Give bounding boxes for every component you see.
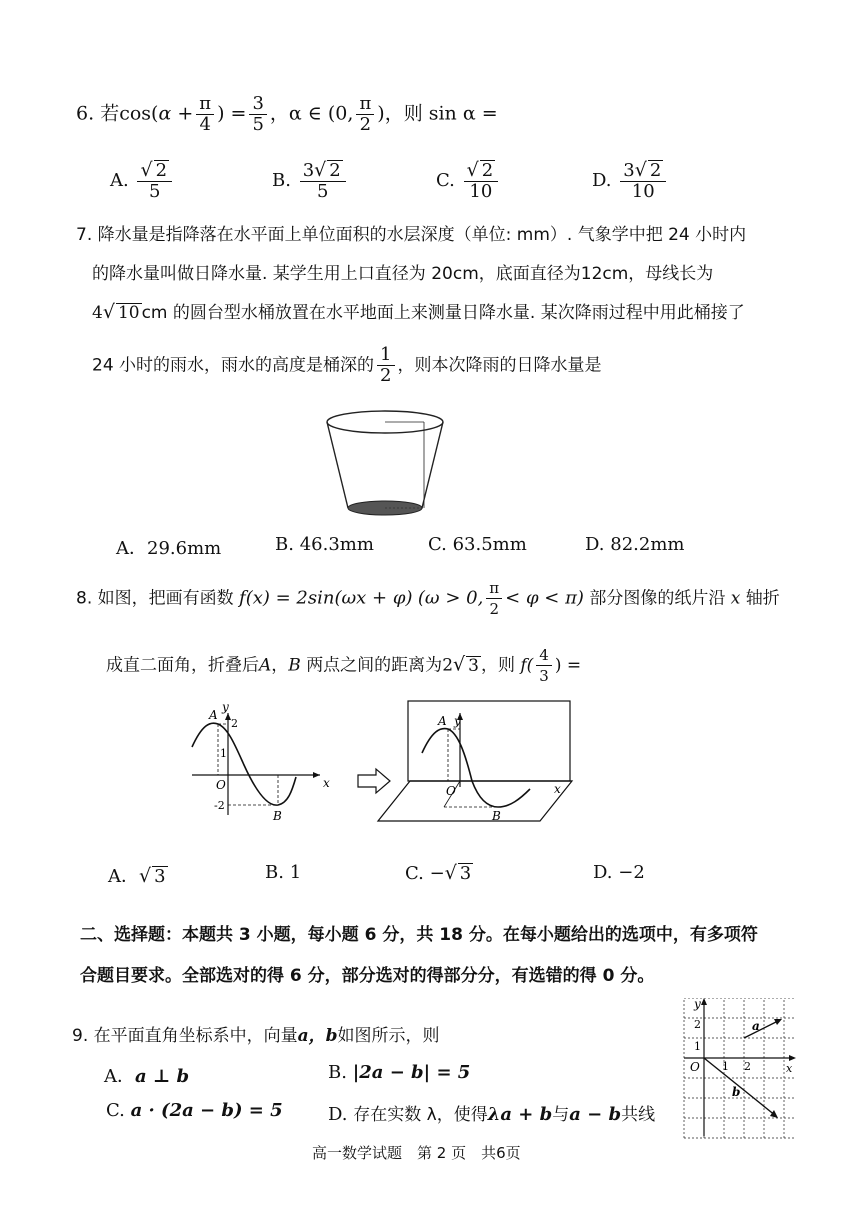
q8-figure: [180, 695, 580, 825]
svg-text:b: b: [732, 1085, 741, 1099]
q7-option-b[interactable]: B. 46.3mm: [275, 534, 374, 555]
svg-text:a: a: [752, 1019, 760, 1033]
svg-text:B: B: [492, 809, 501, 823]
vector-a: [744, 1020, 780, 1038]
bucket-figure: [320, 408, 450, 520]
svg-text:x: x: [786, 1062, 793, 1075]
svg-text:y: y: [454, 714, 461, 728]
q8-sine-curve-folded-lower: [472, 781, 530, 807]
svg-text:-2: -2: [214, 799, 225, 812]
q8-option-b[interactable]: B. 1: [265, 862, 302, 883]
section-2-instructions-line-1: 二、选择题：本题共 3 小题，每小题 6 分，共 18 分。在每小题给出的选项中，有多项符: [80, 925, 758, 945]
svg-text:2: 2: [694, 1018, 701, 1031]
q6-option-b[interactable]: B. $\frac{3√ 2}{5}$: [272, 160, 349, 202]
question-8-line-2: 成直二面角，折叠后A，B 两点之间的距离为2√ 3 ，则 f( $\frac{4}{3}$ ) =: [106, 646, 582, 685]
pi-over-2: $\frac{\pi}{2}$: [356, 94, 374, 135]
svg-text:y: y: [222, 700, 229, 714]
q6-option-c[interactable]: C. $\frac{√ 2}{10}$: [436, 160, 501, 202]
q9-vector-grid: [682, 998, 798, 1140]
question-9-stem: 9. 在平面直角坐标系中，向量a，b如图所示，则: [72, 1026, 440, 1046]
svg-text:1: 1: [722, 1060, 729, 1073]
svg-text:O: O: [690, 1060, 700, 1074]
svg-text:B: B: [273, 809, 282, 823]
q8-option-d[interactable]: D. −2: [593, 862, 645, 883]
q9-option-b[interactable]: B. |2a − b| = 5: [328, 1062, 471, 1083]
q8-sine-curve-folded-upper: [422, 729, 472, 781]
svg-text:1: 1: [220, 747, 227, 760]
svg-text:O: O: [446, 784, 456, 798]
svg-text:A: A: [209, 708, 218, 722]
section-2-instructions-line-2: 合题目要求。全部选对的得 6 分，部分选对的得部分分，有选错的得 0 分。: [80, 966, 655, 986]
q8-option-c[interactable]: C. −√ 3: [405, 862, 472, 884]
q9-option-c[interactable]: C. a · (2a − b) = 5: [106, 1100, 283, 1121]
question-7-line-3: 4√ 10 cm 的圆台型水桶放置在水平地面上来测量日降水量. 某次降雨过程中用此桶接了: [92, 301, 745, 323]
svg-text:O: O: [216, 778, 226, 792]
q8-sine-curve-flat: [192, 723, 296, 805]
pi-over-4: $\frac{\pi}{4}$: [196, 94, 214, 135]
svg-text:2: 2: [231, 717, 238, 730]
one-half: $\frac{1}{2}$: [377, 345, 394, 386]
q6-option-a[interactable]: A. $\frac{√ 2}{5}$: [110, 160, 175, 202]
svg-text:x: x: [554, 782, 561, 796]
svg-text:2: 2: [744, 1060, 751, 1073]
svg-text:1: 1: [694, 1040, 701, 1053]
svg-text:y: y: [694, 998, 701, 1011]
q8-option-a[interactable]: A．√ 3: [108, 865, 166, 887]
svg-text:A: A: [438, 714, 447, 728]
question-6-stem: 6. 若cos(α + $\frac{\pi}{4}$ ) = $\frac{3}{5}$ ，α ∈ (0, $\frac{\pi}{2}$ )，则 sin α =: [76, 93, 498, 135]
question-7-line-4: 24 小时的雨水，雨水的高度是桶深的 $\frac{1}{2}$ ，则本次降雨的日降水量是: [92, 344, 602, 386]
page-footer: 高一数学试题 第 2 页 共6页: [312, 1144, 521, 1162]
question-8-line-1: 8. 如图，把画有函数 f(x) = 2sin(ωx + φ) (ω > 0, $\frac{\pi}{2}$ < φ < π) 部分图像的纸片沿 x 轴折: [76, 579, 780, 618]
q7-option-c[interactable]: C. 63.5mm: [428, 534, 527, 555]
three-fifths: $\frac{3}{5}$: [249, 94, 266, 135]
svg-text:x: x: [323, 776, 330, 790]
question-7-line-1: 7. 降水量是指降落在水平面上单位面积的水层深度（单位: mm）. 气象学中把 24 小时内: [76, 225, 747, 245]
q7-option-d[interactable]: D. 82.2mm: [585, 534, 685, 555]
q9-option-d[interactable]: D. 存在实数 λ，使得λa + b与a − b共线: [328, 1104, 656, 1125]
q6-option-d[interactable]: D. $\frac{3√ 2}{10}$: [592, 160, 669, 202]
fold-arrow-icon: [358, 769, 390, 793]
question-7-line-2: 的降水量叫做日降水量. 某学生用上口直径为 20cm，底面直径为12cm，母线长为: [92, 264, 714, 284]
q7-option-a[interactable]: A．29.6mm: [116, 538, 222, 559]
q9-option-a[interactable]: A．a ⊥ b: [104, 1066, 190, 1087]
